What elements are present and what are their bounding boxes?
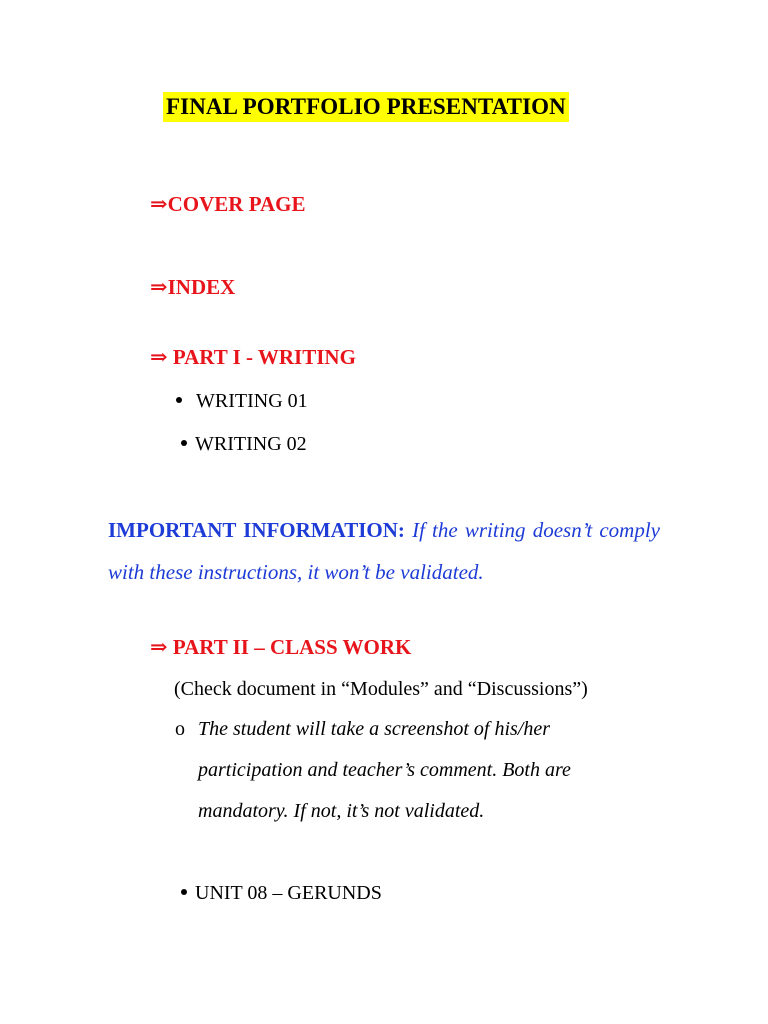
list-item-label: UNIT 08 – GERUNDS bbox=[195, 882, 382, 904]
page-title: FINAL PORTFOLIO PRESENTATION bbox=[163, 92, 569, 122]
arrow-right-icon: ⇒ bbox=[150, 345, 168, 369]
arrow-right-icon: ⇒ bbox=[150, 192, 168, 216]
bullet-icon bbox=[181, 440, 187, 446]
section-index bbox=[150, 273, 235, 301]
important-label: IMPORTANT INFORMATION: bbox=[108, 518, 405, 542]
section-part-1 bbox=[150, 343, 356, 371]
part-2-note: (Check document in “Modules” and “Discussions”) bbox=[174, 678, 588, 700]
section-cover-page bbox=[150, 190, 305, 218]
section-cover-page-label: COVER PAGE bbox=[167, 192, 306, 216]
section-part-2 bbox=[150, 633, 411, 661]
list-item-label: WRITING 02 bbox=[195, 433, 307, 455]
list-item-unit-08 bbox=[181, 880, 382, 906]
important-information bbox=[108, 509, 660, 593]
part-2-instruction: The student will take a screenshot of his/her participation and teacher’s comment. Both are mandatory. If not, it’s not validated. bbox=[198, 718, 571, 822]
section-part-1-label: PART I - WRITING bbox=[172, 345, 356, 369]
sub-list-marker: o bbox=[175, 718, 185, 740]
list-item-writing-01 bbox=[176, 388, 308, 414]
list-item-writing-02 bbox=[181, 431, 307, 457]
bullet-icon bbox=[181, 889, 187, 895]
bullet-icon bbox=[176, 397, 182, 403]
section-part-2-label: PART II – CLASS WORK bbox=[172, 635, 412, 659]
arrow-right-icon: ⇒ bbox=[150, 275, 168, 299]
arrow-right-icon: ⇒ bbox=[150, 635, 168, 659]
section-index-label: INDEX bbox=[167, 275, 236, 299]
list-item-label: WRITING 01 bbox=[196, 390, 308, 412]
important-text: If the writing doesn’t comply with these instructions, it won’t be validated. bbox=[108, 518, 660, 584]
